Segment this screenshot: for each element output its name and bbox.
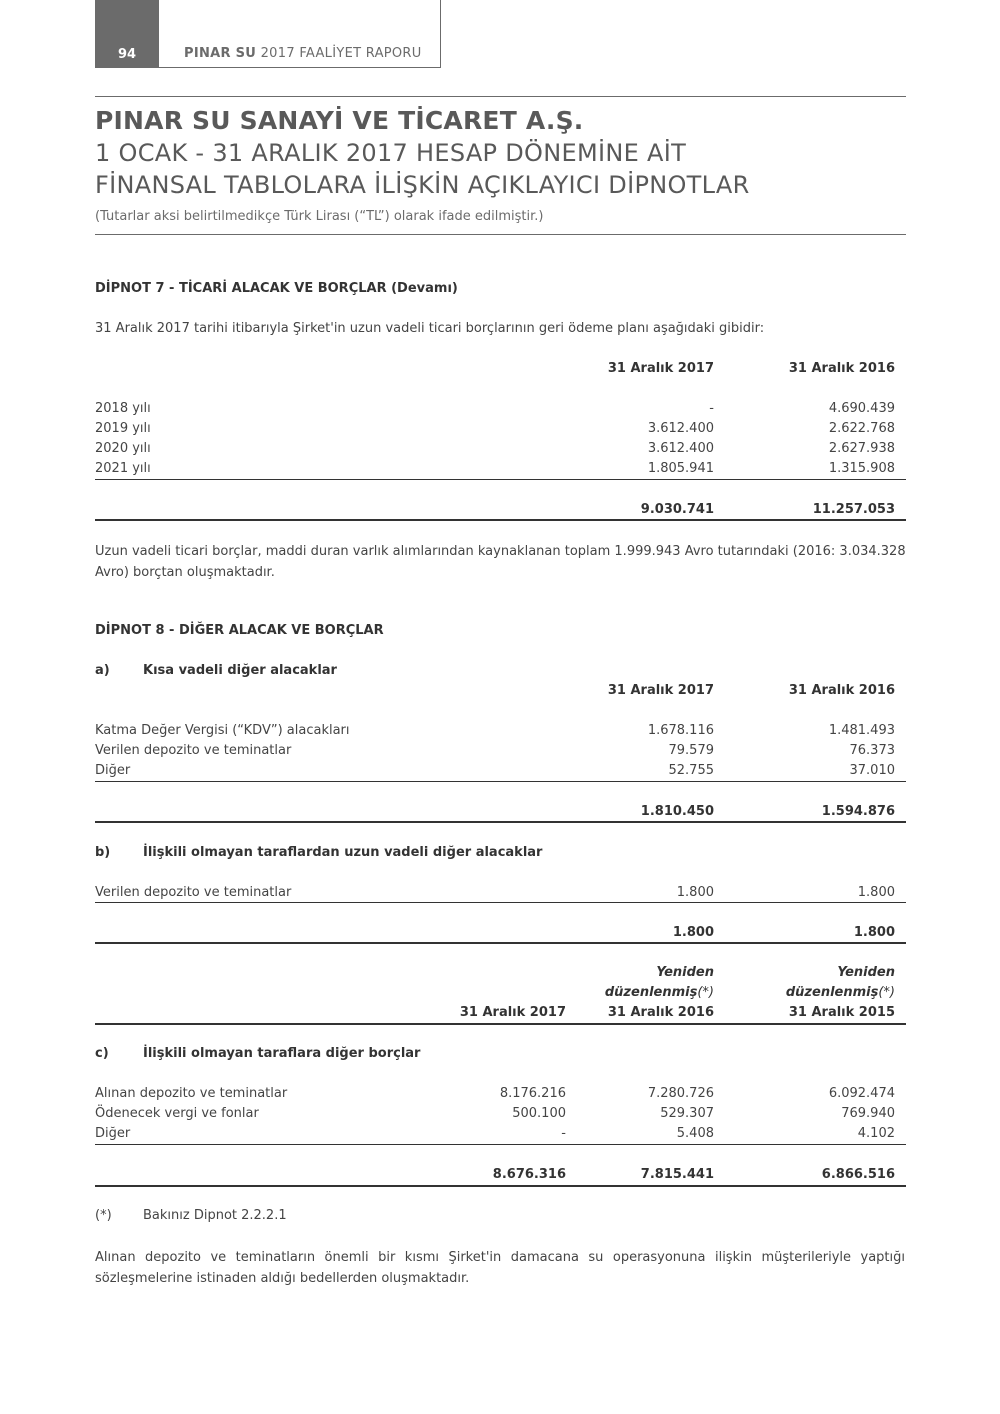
section-b-title: İlişkili olmayan taraflardan uzun vadeli diğer alacaklar [143,845,543,860]
table-cell: 3.612.400 [647,441,714,456]
table-cell: 79.579 [668,743,714,758]
table-cell: 6.092.474 [828,1086,895,1101]
note8-heading: DİPNOT 8 - DİĞER ALACAK VE BORÇLAR [95,623,384,638]
table-total-rule [95,1185,906,1187]
table-cell: 3.612.400 [647,421,714,436]
section-b-total-2016: 1.800 [853,925,895,940]
section-letter: a) [95,663,110,678]
table-cell: 1.800 [676,885,714,900]
paragraph-line: sözleşmelerine istinaden aldığı bedellerden oluşmaktadır. [95,1271,470,1286]
section-a-col-2016: 31 Aralık 2016 [788,683,895,698]
section-c-total-2017: 8.676.316 [492,1167,566,1182]
table-cell: 4.102 [857,1126,895,1141]
report-brand: PINAR SU [184,46,257,61]
footnote-mark: (*) [95,1208,112,1223]
restated-label: Yeniden [837,965,895,980]
table-cell: 500.100 [512,1106,566,1121]
table-cell: 769.940 [841,1106,895,1121]
section-a-title: Kısa vadeli diğer alacaklar [143,663,337,678]
table-row-label: Verilen depozito ve teminatlar [95,743,292,758]
table-row-label: Diğer [95,1126,131,1141]
section-c-total-2015: 6.866.516 [821,1167,895,1182]
header-rule-bottom [95,234,906,235]
restated-word: düzenlenmiş [785,985,879,1000]
paragraph-line: Alınan depozito ve teminatların önemli bir kısmı Şirket'in damacana su operasyonuna ilişkin müşterileriyle yaptığı [95,1250,905,1265]
section-c-title: İlişkili olmayan taraflara diğer borçlar [143,1046,421,1061]
paragraph-line: Uzun vadeli ticari borçlar, maddi duran varlık alımlarından kaynaklanan toplam 1.999.943 Avro tutarındaki (2016: 3.034.328 [95,544,906,559]
header-rule-top [95,96,906,97]
restated-label-2 [534,985,714,1000]
section-letter: c) [95,1046,109,1061]
section-c-col-2015: 31 Aralık 2015 [788,1005,895,1020]
table-cell: 1.678.116 [647,723,714,738]
table-cell: 76.373 [849,743,895,758]
table-cell: 7.280.726 [647,1086,714,1101]
table-cell: 1.481.493 [828,723,895,738]
footnote-text: Bakınız Dipnot 2.2.2.1 [143,1208,287,1223]
table-cell: - [709,401,714,416]
table-row-label: 2021 yılı [95,461,151,476]
table-row-label: Alınan depozito ve teminatlar [95,1086,288,1101]
section-a-total-2016: 1.594.876 [821,804,895,819]
table-cell: 529.307 [660,1106,714,1121]
company-name: PINAR SU SANAYİ VE TİCARET A.Ş. [95,106,584,135]
table-cell: 8.176.216 [499,1086,566,1101]
restated-label: Yeniden [656,965,714,980]
table-row-label: Verilen depozito ve teminatlar [95,885,292,900]
restated-word: düzenlenmiş [604,985,698,1000]
note7-heading: DİPNOT 7 - TİCARİ ALACAK VE BORÇLAR (Devamı) [95,281,458,296]
section-letter: b) [95,845,111,860]
table-cell: 2.627.938 [828,441,895,456]
table-total-rule [95,821,906,823]
note7-total-2017: 9.030.741 [640,502,714,517]
currency-note: (Tutarlar aksi belirtilmedikçe Türk Lirası (“TL”) olarak ifade edilmiştir.) [95,209,544,224]
table-cell: 2.622.768 [828,421,895,436]
footnote-mark: (*) [878,985,895,1000]
table-rule [95,479,906,480]
section-a-col-2017: 31 Aralık 2017 [607,683,714,698]
table-row-label: 2018 yılı [95,401,151,416]
table-cell: - [561,1126,566,1141]
paragraph-line: Avro) borçtan oluşmaktadır. [95,565,275,580]
note8-paragraph [95,1247,905,1289]
note7-col-2016: 31 Aralık 2016 [788,361,895,376]
table-cell: 4.690.439 [828,401,895,416]
period-title: 1 OCAK - 31 ARALIK 2017 HESAP DÖNEMİNE AİT [95,139,687,167]
table-cell: 1.800 [857,885,895,900]
table-cell: 37.010 [849,763,895,778]
table-total-rule [95,942,906,944]
restated-label-2 [715,985,895,1000]
table-row-label: Ödenecek vergi ve fonlar [95,1106,259,1121]
table-cell: 1.805.941 [647,461,714,476]
note7-intro: 31 Aralık 2017 tarihi itibarıyla Şirket'in uzun vadeli ticari borçlarının geri ödeme planı aşağıdaki gibidir: [95,321,765,336]
section-c-col-2016: 31 Aralık 2016 [607,1005,714,1020]
table-cell: 5.408 [676,1126,714,1141]
section-c-total-2016: 7.815.441 [640,1167,714,1182]
section-a-total-2017: 1.810.450 [640,804,714,819]
note7-paragraph [95,541,905,583]
report-title [184,46,422,61]
table-row-label: 2019 yılı [95,421,151,436]
table-cell: 1.315.908 [828,461,895,476]
table-row-label: 2020 yılı [95,441,151,456]
table-row-label: Katma Değer Vergisi (“KDV”) alacakları [95,723,350,738]
table-rule [95,781,906,782]
page-number: 94 [95,0,159,68]
table-rule [95,902,906,903]
table-total-rule [95,519,906,521]
table-rule [95,1144,906,1145]
table-header-rule [95,1023,906,1025]
report-title-text: 2017 FAALİYET RAPORU [260,46,422,61]
section-c-col-2017: 31 Aralık 2017 [459,1005,566,1020]
section-b-total-2017: 1.800 [672,925,714,940]
table-cell: 52.755 [668,763,714,778]
note7-col-2017: 31 Aralık 2017 [607,361,714,376]
table-row-label: Diğer [95,763,131,778]
notes-title: FİNANSAL TABLOLARA İLİŞKİN AÇIKLAYICI DİPNOTLAR [95,171,750,199]
footnote-mark: (*) [697,985,714,1000]
note7-total-2016: 11.257.053 [812,502,895,517]
